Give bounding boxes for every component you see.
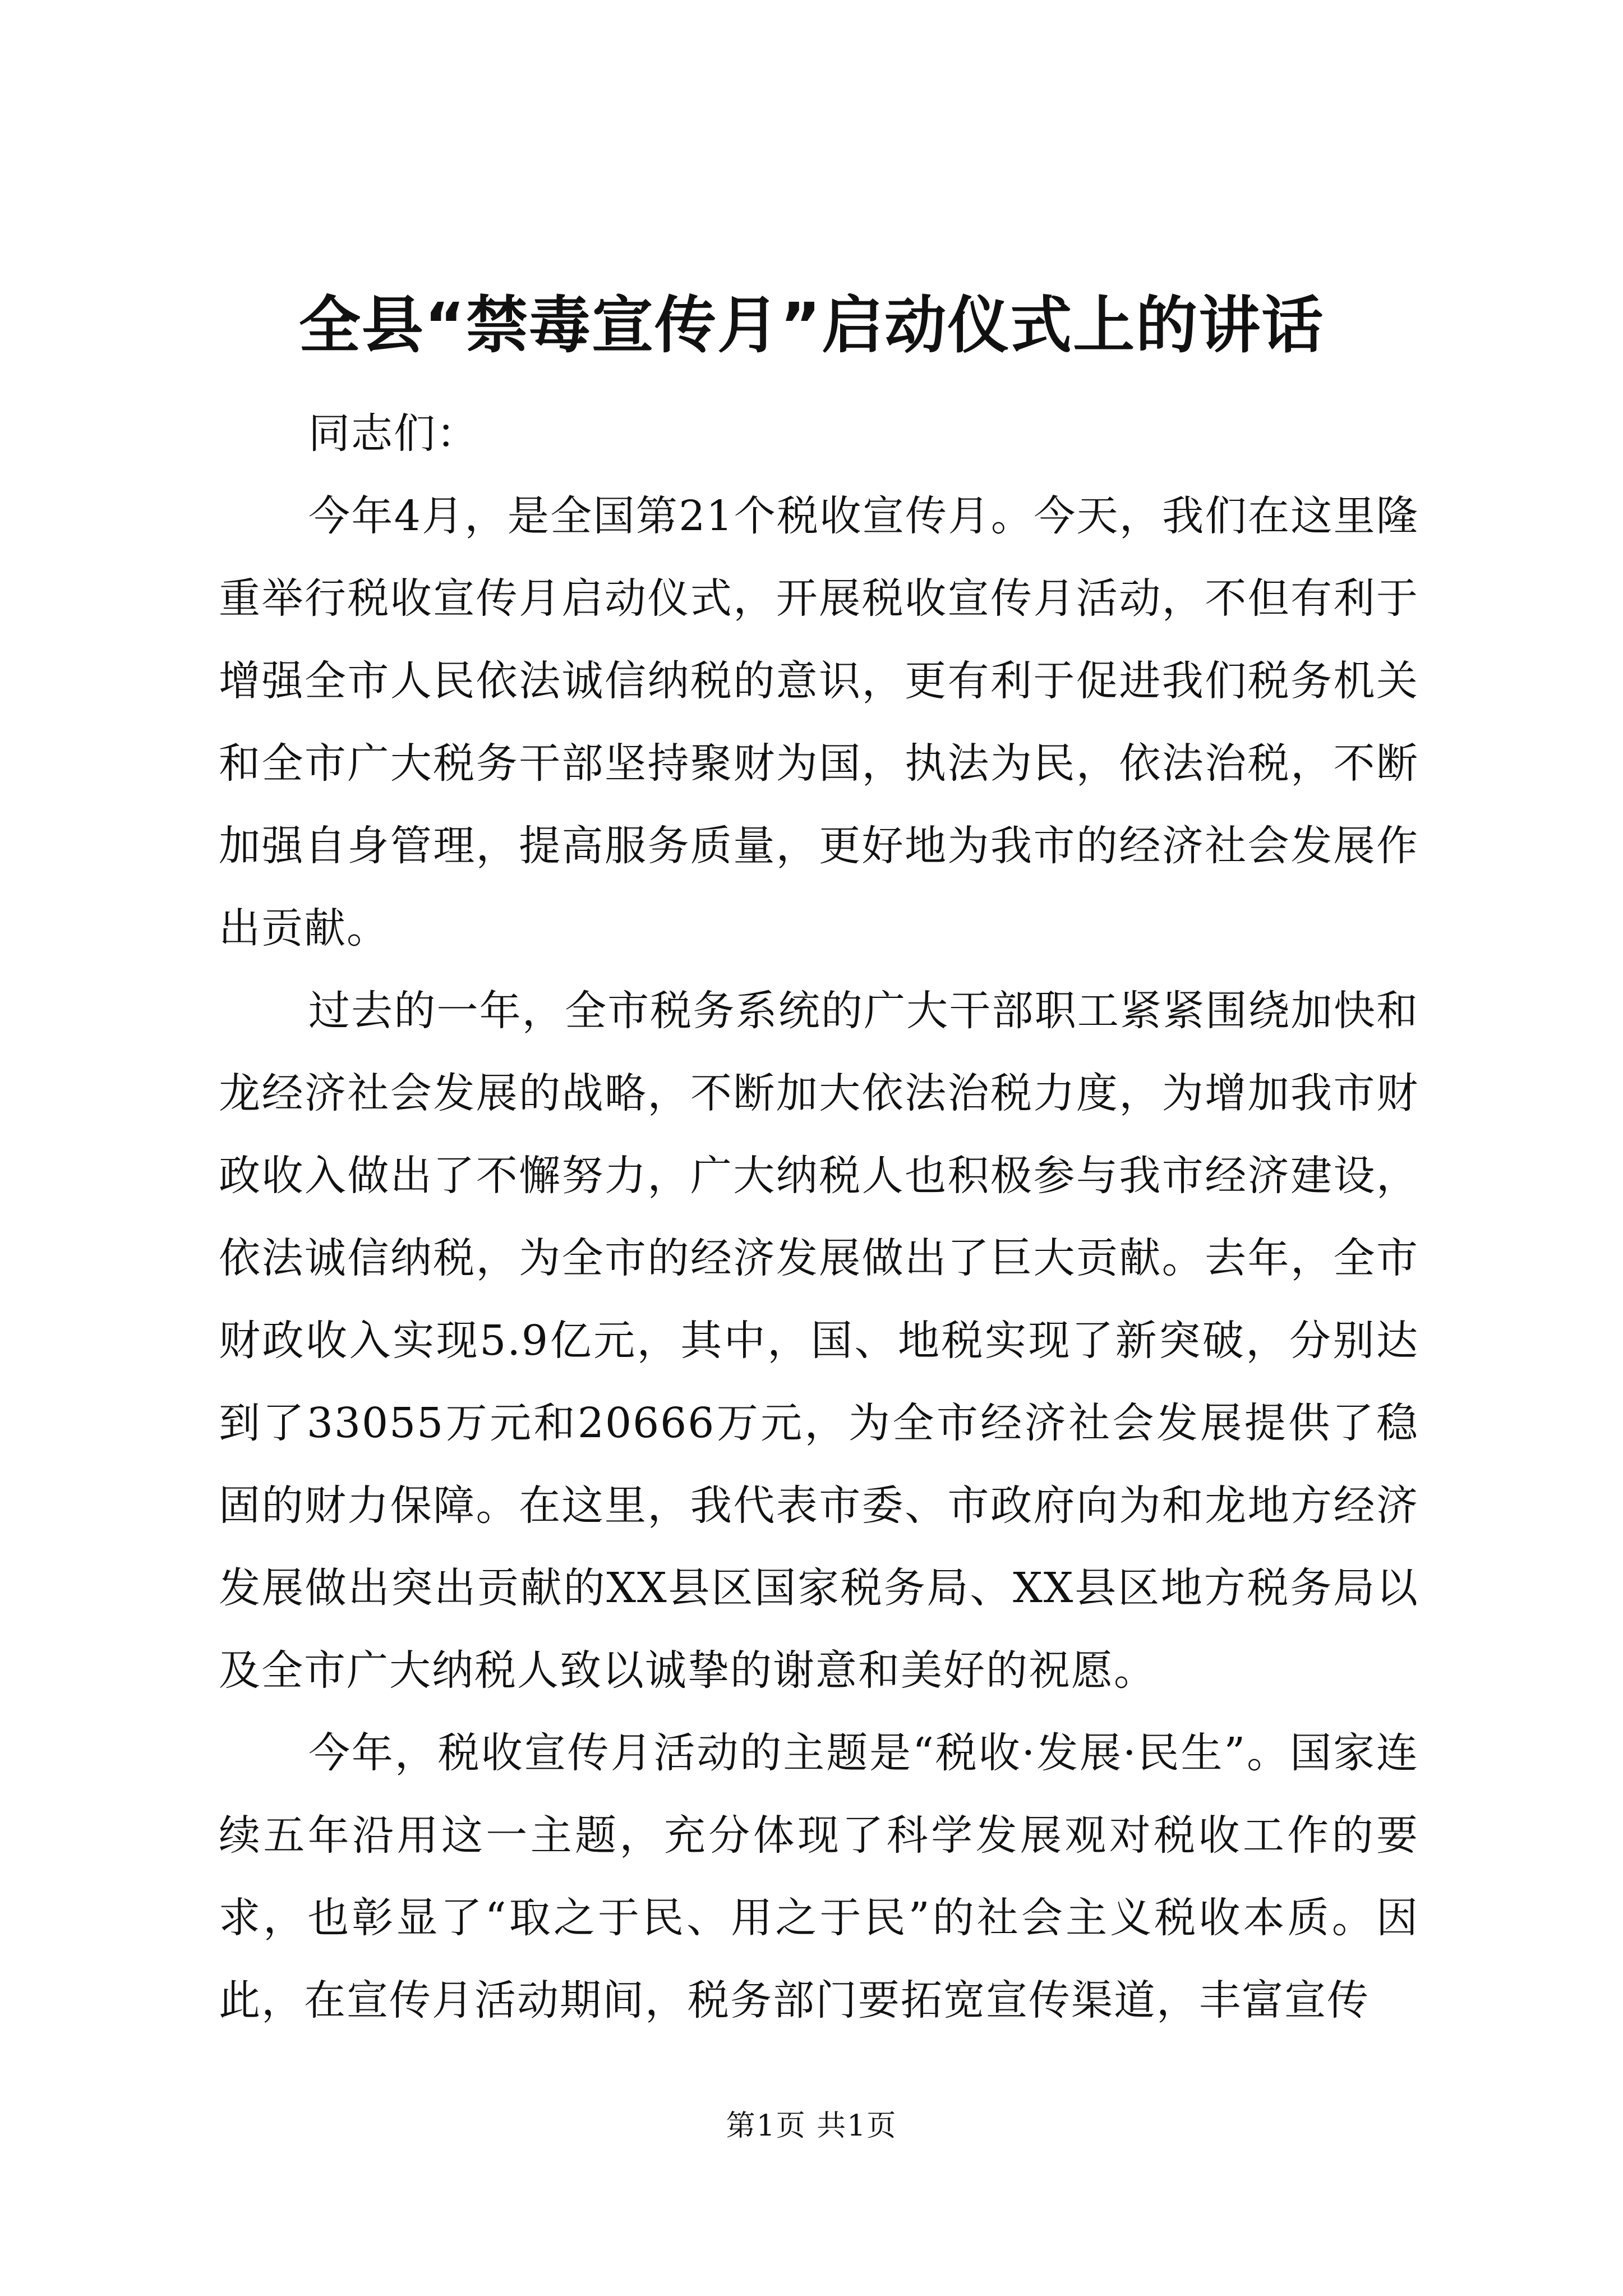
paragraph-3: 今年，税收宣传月活动的主题是“税收·发展·民生”。国家连续五年沿用这一主题，充分体现了科学发展观对税收工作的要求，也彰显了“取之于民、用之于民”的社会主义税收本质。因此，在宣传月活动期间，税务部门要拓宽宣传渠道，丰富宣传 bbox=[219, 1729, 1419, 2024]
document-body bbox=[219, 393, 1419, 2042]
paragraph-2: 过去的一年，全市税务系统的广大干部职工紧紧围绕加快和龙经济社会发展的战略，不断加大依法治税力度，为增加我市财政收入做出了不懈努力，广大纳税人也积极参与我市经济建设，依法诚信纳税，为全市的经济发展做出了巨大贡献。去年，全市财政收入实现5.9亿元，其中，国、地税实现了新突破，分别达到了33055万元和20666万元，为全市经济社会发展提供了稳固的财力保障。在这里，我代表市委、市政府向为和龙地方经济发展做出突出贡献的XX县区国家税务局、XX县区地方税务局以及全市广大纳税人致以诚挚的谢意和美好的祝愿。 bbox=[219, 987, 1419, 1695]
page-number-footer: 第1页 共1页 bbox=[726, 2109, 897, 2143]
paragraph-1: 今年4月，是全国第21个税收宣传月。今天，我们在这里隆重举行税收宣传月启动仪式，开展税收宣传月活动，不但有利于增强全市人民依法诚信纳税的意识，更有利于促进我们税务机关和全市广大税务干部坚持聚财为国，执法为民，依法治税，不断加强自身管理，提高服务质量，更好地为我市的经济社会发展作出贡献。 bbox=[219, 492, 1419, 953]
salutation: 同志们： bbox=[308, 409, 479, 458]
document-title: 全县“禁毒宣传月”启动仪式上的讲话 bbox=[298, 289, 1325, 361]
